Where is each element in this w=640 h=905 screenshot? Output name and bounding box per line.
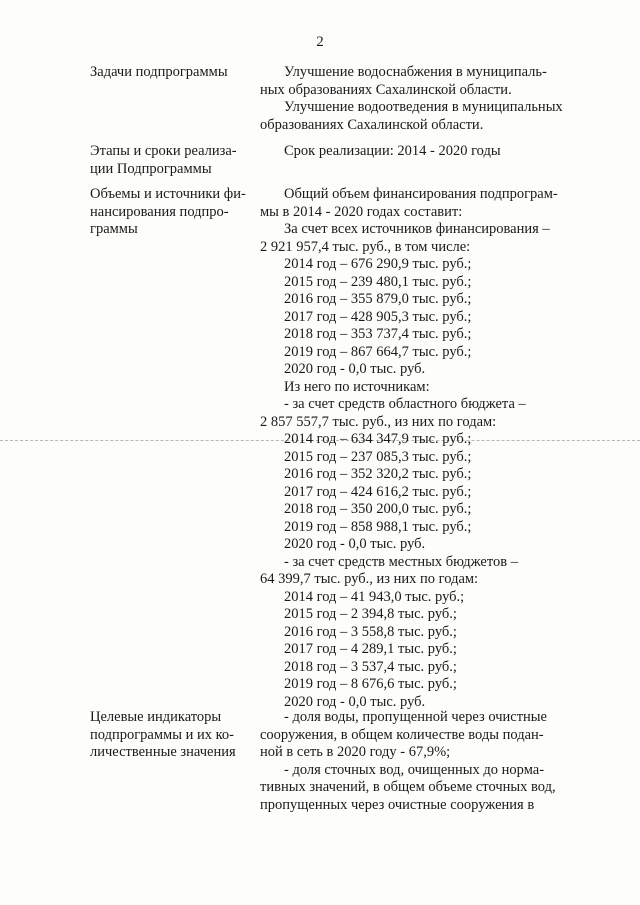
row-content bbox=[260, 186, 570, 711]
content-line: - за счет средств областного бюджета – bbox=[284, 396, 526, 412]
content-line: 2014 год – 41 943,0 тыс. руб.; bbox=[284, 588, 465, 605]
content-line: 2018 год – 353 737,4 тыс. руб.; bbox=[284, 326, 472, 342]
content-line: 2018 год – 350 200,0 тыс. руб.; bbox=[284, 501, 472, 517]
content-line: ной в сеть в 2020 году - 67,9%; bbox=[260, 744, 451, 760]
content-line: 2015 год – 237 085,3 тыс. руб.; bbox=[284, 448, 472, 465]
row-label-line: Объемы и источники фи- bbox=[90, 186, 246, 202]
content-line: Улучшение водоснабжения в муниципаль- bbox=[284, 64, 547, 80]
content-line: мы в 2014 - 2020 годах составит: bbox=[260, 203, 463, 220]
content-line: - за счет средств местных бюджетов – bbox=[284, 553, 518, 570]
page-number: 2 bbox=[316, 34, 324, 50]
content-line: образованиях Сахалинской области. bbox=[260, 116, 484, 133]
content-line: 2020 год - 0,0 тыс. руб. bbox=[284, 361, 426, 377]
row-label-line: Задачи подпрограммы bbox=[90, 64, 228, 80]
content-line: 2014 год – 634 347,9 тыс. руб.; bbox=[284, 431, 472, 447]
content-line: - доля сточных вод, очищенных до норма- bbox=[284, 761, 545, 778]
content-line: 2017 год – 428 905,3 тыс. руб.; bbox=[284, 308, 472, 325]
content-line: 2015 год – 2 394,8 тыс. руб.; bbox=[284, 606, 457, 622]
content-line: - доля воды, пропущенной через очистные bbox=[284, 709, 547, 725]
content-line: 2015 год – 239 480,1 тыс. руб.; bbox=[284, 273, 472, 290]
row-label-line: граммы bbox=[90, 221, 138, 237]
content-line: 2019 год – 8 676,6 тыс. руб.; bbox=[284, 676, 457, 692]
content-line: 2014 год – 676 290,9 тыс. руб.; bbox=[284, 256, 472, 272]
content-line: 2020 год - 0,0 тыс. руб. bbox=[284, 536, 426, 552]
row-label-line: личественные значения bbox=[90, 744, 236, 760]
content-line: тивных значений, в общем объеме сточных вод, bbox=[260, 779, 556, 795]
row-label bbox=[90, 186, 250, 239]
row-label bbox=[90, 64, 250, 82]
content-line: 2016 год – 355 879,0 тыс. руб.; bbox=[284, 291, 472, 307]
content-line: Улучшение водоотведения в муниципальных bbox=[284, 99, 563, 115]
row-content bbox=[260, 64, 570, 134]
content-line: Срок реализации: 2014 - 2020 годы bbox=[284, 143, 501, 159]
content-line: 2019 год – 858 988,1 тыс. руб.; bbox=[284, 518, 472, 535]
row-label bbox=[90, 143, 250, 178]
content-line: 2017 год – 4 289,1 тыс. руб.; bbox=[284, 641, 457, 657]
content-line: 2017 год – 424 616,2 тыс. руб.; bbox=[284, 483, 472, 500]
row-label bbox=[90, 709, 250, 762]
row-content bbox=[260, 143, 570, 161]
content-line: ных образованиях Сахалинской области. bbox=[260, 81, 512, 98]
row-label-line: подпрограммы и их ко- bbox=[90, 726, 234, 743]
content-line: 2020 год - 0,0 тыс. руб. bbox=[284, 693, 426, 710]
row-label-line: нансирования подпро- bbox=[90, 203, 229, 220]
content-line: 2016 год – 352 320,2 тыс. руб.; bbox=[284, 466, 472, 482]
row-label-line: ции Подпрограммы bbox=[90, 160, 212, 177]
content-line: Общий объем финансирования подпрограм- bbox=[284, 186, 558, 202]
content-line: 2018 год – 3 537,4 тыс. руб.; bbox=[284, 658, 457, 675]
content-line: Из него по источникам: bbox=[284, 378, 430, 395]
content-line: пропущенных через очистные сооружения в bbox=[260, 796, 535, 813]
content-line: 2 857 557,7 тыс. руб., из них по годам: bbox=[260, 413, 497, 430]
row-label-line: Этапы и сроки реализа- bbox=[90, 143, 237, 159]
content-line: 64 399,7 тыс. руб., из них по годам: bbox=[260, 571, 479, 587]
content-line: 2 921 957,4 тыс. руб., в том числе: bbox=[260, 238, 471, 255]
content-line: За счет всех источников финансирования – bbox=[284, 221, 550, 237]
row-label-line: Целевые индикаторы bbox=[90, 709, 222, 725]
row-content bbox=[260, 709, 570, 814]
content-line: сооружения, в общем количестве воды подан- bbox=[260, 726, 544, 743]
content-line: 2019 год – 867 664,7 тыс. руб.; bbox=[284, 343, 472, 360]
content-line: 2016 год – 3 558,8 тыс. руб.; bbox=[284, 623, 457, 640]
